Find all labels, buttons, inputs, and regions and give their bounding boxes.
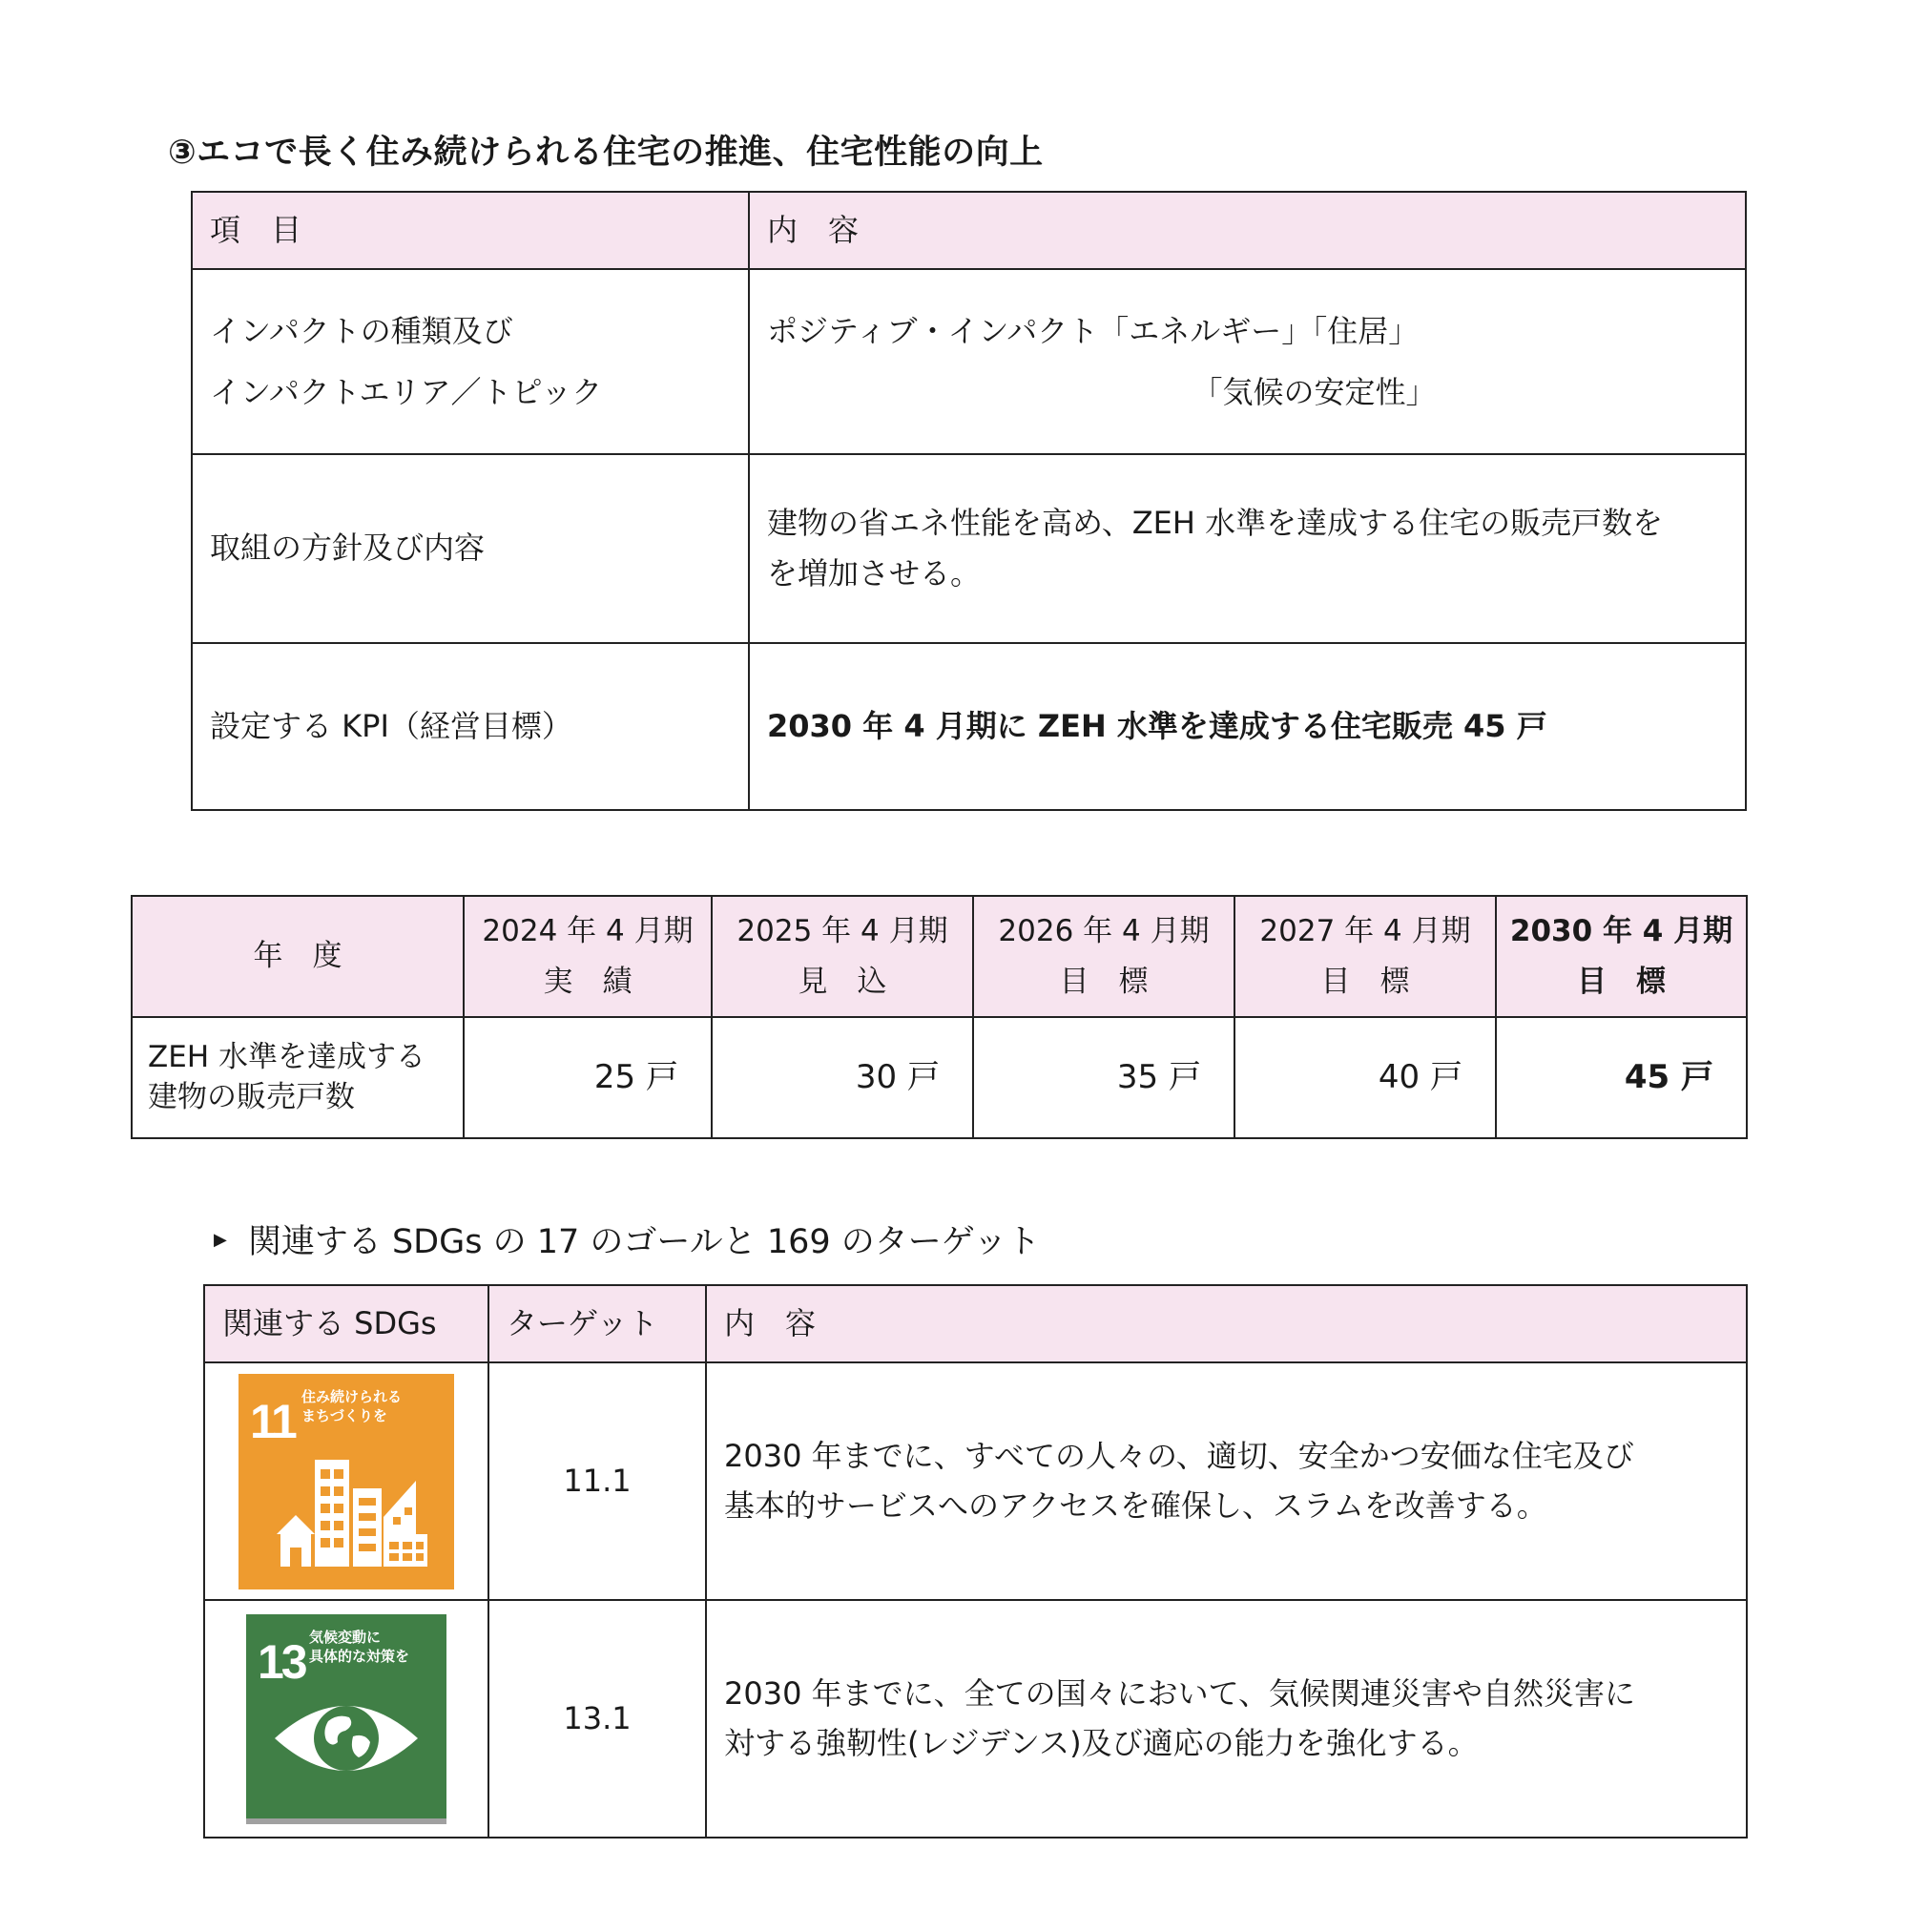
value-2027: 40 戸 xyxy=(1234,1017,1496,1138)
sdg-11-cell xyxy=(204,1362,488,1600)
impact-table xyxy=(191,191,1747,811)
value-2030: 45 戸 xyxy=(1496,1017,1747,1138)
policy-content-line1: 建物の省エネ性能を高め、ZEH 水準を達成する住宅の販売戸数を xyxy=(767,505,1664,542)
triangle-bullet-icon: ▶ xyxy=(214,1229,227,1250)
sdg-13-text-line2: 具体的な対策を xyxy=(309,1647,410,1665)
zeh-count-label-line2: 建物の販売戸数 xyxy=(148,1079,355,1114)
sdg-11-content-line2: 基本的サービスへのアクセスを確保し、スラムを改善する。 xyxy=(724,1486,1547,1524)
header-item: 項 目 xyxy=(192,192,749,269)
sdg-11-text-line2: まちづくりを xyxy=(301,1406,387,1424)
type-2024: 実 績 xyxy=(543,964,633,999)
sdg-11-content-line1: 2030 年までに、すべての人々の、適切、安全かつ安価な住宅及び xyxy=(724,1438,1634,1475)
type-2030: 目 標 xyxy=(1577,964,1666,999)
year-label: 年 度 xyxy=(132,896,464,1017)
period-2026: 2026 年 4 月期 xyxy=(998,913,1210,948)
sdgs-intro xyxy=(214,1215,1040,1263)
period-2030: 2030 年 4 月期 xyxy=(1509,913,1733,948)
year-col-2030 xyxy=(1496,896,1747,1017)
zeh-count-label-line1: ZEH 水準を達成する xyxy=(148,1039,425,1074)
year-col-2024 xyxy=(464,896,712,1017)
kpi-content: 2030 年 4 月期に ZEH 水準を達成する住宅販売 45 戸 xyxy=(749,643,1746,810)
sdg-11-text-line1: 住み続けられる xyxy=(301,1387,403,1405)
sdg-11-tile xyxy=(238,1374,454,1589)
sdg-13-cell xyxy=(204,1600,488,1838)
sdg-13-text-line1: 気候変動に xyxy=(309,1628,382,1646)
policy-content-line2: を増加させる。 xyxy=(767,555,982,592)
sdgs-intro-text: 関連する SDGs の 17 のゴールと 169 のターゲット xyxy=(247,1223,1041,1261)
impact-type-content-line1: ポジティブ・インパクト「エネルギー」「住居」 xyxy=(767,313,1420,349)
zeh-count-label xyxy=(132,1017,464,1138)
section-heading: ③エコで長く住み続けられる住宅の推進、住宅性能の向上 xyxy=(168,134,1044,172)
impact-type-label-line2: インパクトエリア／トピック xyxy=(210,374,603,410)
sdg-13-content-line2: 対する強靭性(レジデンス)及び適応の能力を強化する。 xyxy=(724,1724,1479,1761)
sdg-13-content-line1: 2030 年までに、全ての国々において、気候関連災害や自然災害に xyxy=(724,1675,1635,1713)
header-target: ターゲット xyxy=(488,1285,706,1362)
type-2025: 見 込 xyxy=(798,964,887,999)
sdg-13-tile xyxy=(246,1614,446,1824)
type-2026: 目 標 xyxy=(1059,964,1149,999)
value-2026: 35 戸 xyxy=(973,1017,1234,1138)
target-11-1: 11.1 xyxy=(488,1362,706,1600)
header-content: 内 容 xyxy=(706,1285,1747,1362)
sdg-11-number: 11 xyxy=(250,1394,295,1448)
type-2027: 目 標 xyxy=(1320,964,1410,999)
impact-type-label xyxy=(192,269,749,454)
year-col-2027 xyxy=(1234,896,1496,1017)
impact-type-content-line2: 「気候の安定性」 xyxy=(1192,374,1437,410)
sdg-13-content xyxy=(706,1600,1747,1838)
target-13-1: 13.1 xyxy=(488,1600,706,1838)
value-2025: 30 戸 xyxy=(712,1017,973,1138)
header-content: 内 容 xyxy=(749,192,1746,269)
period-2024: 2024 年 4 月期 xyxy=(482,913,694,948)
sdg-13-number: 13 xyxy=(258,1634,305,1689)
impact-type-content xyxy=(749,269,1746,454)
sdg-13-text xyxy=(309,1628,409,1667)
sdgs-table xyxy=(203,1284,1748,1839)
policy-label: 取組の方針及び内容 xyxy=(192,454,749,643)
header-sdgs: 関連する SDGs xyxy=(204,1285,488,1362)
impact-type-label-line1: インパクトの種類及び xyxy=(210,313,513,349)
value-2024: 25 戸 xyxy=(464,1017,712,1138)
sdg-11-content xyxy=(706,1362,1747,1600)
year-col-2025 xyxy=(712,896,973,1017)
kpi-label: 設定する KPI（経営目標） xyxy=(192,643,749,810)
year-col-2026 xyxy=(973,896,1234,1017)
period-2025: 2025 年 4 月期 xyxy=(736,913,948,948)
kpi-schedule-table xyxy=(131,895,1748,1139)
sdg-11-text xyxy=(301,1387,402,1426)
period-2027: 2027 年 4 月期 xyxy=(1259,913,1471,948)
policy-content xyxy=(749,454,1746,643)
